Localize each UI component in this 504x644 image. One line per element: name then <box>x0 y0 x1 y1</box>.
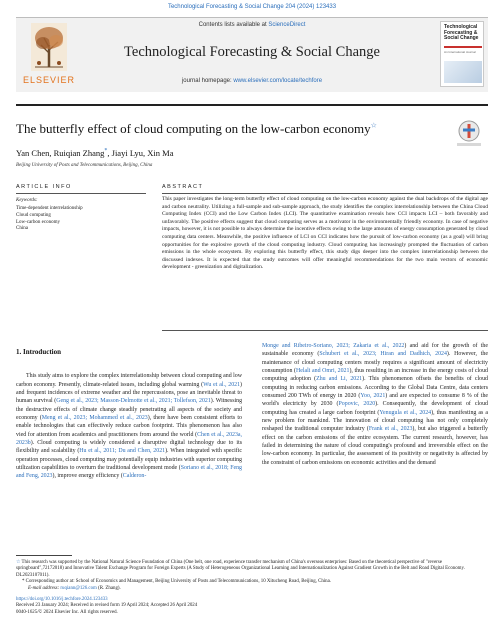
abstract-text: This paper investigates the long-term butterfly effect of cloud computing on the low-carbon economy against the dual backdrops of the digital age and carbon neutrality. Utilizing a full-sample and sub-sample approach, the study identifies the complex interrelationship between the China Cloud Computing Index (CCI) and the Low Carbon Index (LCI). The quantitative examination reveals how CCI impacts LCI – both favorably and unfavorably. The positive effects suggest that cloud computing serves as a motivator in the environmentally friendly economy. In case of negative impacts, however, it is not possible to always determine the incentive effects owing to the large amounts of energy consumption generated by cloud computing data centers. Meanwhile, the positive influence of LCI on CCI indicates how the pursuit of low-carbon economy (as a goal) will bring opportunities for the explosive growth of the cloud computing industry. Cloud computing has increasingly prompted the fluctuation of carbon emissions in the whole ecosystem. By exploring this butterfly effect, this study digs deeper into the complex interrelationship between the discussed indexes. It is expected that the study outcomes will offer meaningful recommendations for the two main vectors of economic development - greenization and digitalization. <box>162 196 488 271</box>
funding-footnote-mark: ☆ <box>16 560 21 565</box>
cover-band <box>444 46 482 48</box>
article-info-heading: ARTICLE INFO <box>16 184 146 194</box>
crossmark-icon[interactable] <box>454 118 484 148</box>
journal-reference[interactable]: Technological Forecasting & Social Change 204 (2024) 123433 <box>167 4 337 10</box>
intro-paragraph-right <box>262 342 488 467</box>
body-text: ). Consequently, the development of cloud computing has created a large carbon footprint ( <box>262 401 488 416</box>
intro-column-right <box>262 342 488 467</box>
body-text: ), but also triggered a butterfly effect on the carbon emissions of the entire ecosystem. The current research, however, has failed in determining the nature of cloud computing's profound and irreversible effect on the low-carbon economy. In particular, the assessment of its positivity or negativity is affected by the constraint of carbon emissions on economic activities and the demand <box>262 426 488 466</box>
corresponding-footnote-mark: * <box>22 579 25 585</box>
footnote-divider <box>16 555 72 556</box>
author-email-link[interactable]: ruqiann@126.com <box>60 585 97 591</box>
funding-footnote <box>16 560 488 579</box>
keyword-list <box>16 206 146 233</box>
citation-link[interactable]: Monge and Ribeiro-Soriano, 2023; Zakaria et al., 2022 <box>262 343 405 349</box>
journal-masthead <box>16 17 488 92</box>
funding-note-mark[interactable]: ☆ <box>370 121 377 130</box>
body-text: ), improve energy efficiency ( <box>52 473 123 480</box>
citation-link[interactable]: Calderon- <box>122 473 147 480</box>
body-text: This study aims to explore the complex interrelationship between cloud computing and low carbon economy. Presently, climate-related issues, including global warming ( <box>16 373 242 388</box>
keyword-item: Time-dependent interrelationship <box>16 206 83 211</box>
author-list <box>16 148 174 158</box>
corresponding-author-mark[interactable]: * <box>104 148 108 155</box>
citation-link[interactable]: Hu et al., 2011; Du and Chen, 2021 <box>79 448 166 455</box>
citation-link[interactable]: Zhu and Li, 2021 <box>316 376 363 383</box>
citation-link[interactable]: Soriano et al., 2018; Feng and Feng, 2023 <box>16 465 242 480</box>
body-text: ), there have been consistent efforts to enable technologies that can effectively reduce carbon footprint. This phenomenon has also vied for attention from academics and practitioners from around the world ( <box>16 415 242 438</box>
abstract-heading: ABSTRACT <box>162 184 488 194</box>
section-heading-introduction: 1. Introduction <box>16 348 61 356</box>
citation-link[interactable]: Yoo, 2021 <box>360 393 386 400</box>
body-text: ). When integrated with specific operation processes, cloud computing may potentially equip industries with superior computing utilization capabilities to overturn the traditional development mode ( <box>16 448 242 472</box>
body-text: ). Witnessing the destructive effects of climate change steadily penetrating all aspects of the society and economy ( <box>16 398 243 422</box>
issn-copyright: 0040-1625/© 2024 Elsevier Inc. All rights reserved. <box>16 609 118 615</box>
keyword-item: Cloud computing <box>16 212 51 218</box>
author-affiliation: Beijing University of Posts and Telecommunications, Beijing, China <box>16 163 153 168</box>
citation-link[interactable]: Frank et al., 2023 <box>368 426 413 433</box>
citation-link[interactable]: Chen et al., 2023a, 2023b <box>16 431 242 447</box>
authors-primary: Yan Chen, Ruiqian Zhang <box>16 148 105 158</box>
received-dates: Received 23 January 2024; Received in revised form 19 April 2024; Accepted 26 April 2024 <box>16 603 198 609</box>
cover-subtitle: An International Journal <box>444 50 476 54</box>
funding-footnote-text: This research was supported by the National Natural Science Foundation of China (One belt, one road, experience transfer mechanism of China's overseas enterprises: Based on the theoretical perspective of "reverse springboard",72172018) and Innovative Talent Exchange Program for Foreign Experts (A Study of Heterogeneous Organizational Learning and Internationalization Against Gradient Growth in the Belt and Road Digital Economy. DL2023107011). <box>16 560 465 578</box>
authors-rest: , Jiayi Lyu, Xin Ma <box>107 148 174 158</box>
body-text: ). However, the maintenance of cloud computing centers mostly requires a significant amount of electricity consumption ( <box>262 351 488 375</box>
body-text: ) and are expected to consume 8 % of the world's electricity by 2030 ( <box>262 393 489 408</box>
body-text: ), thus resulting in an increase in the energy costs of cloud computing adoption ( <box>262 368 488 383</box>
homepage-prefix: journal homepage: <box>181 78 234 84</box>
citation-link[interactable]: Meng et al., 2023; Mohammed et al., 2023 <box>41 415 148 422</box>
doi-link[interactable]: https://doi.org/10.1016/j.techfore.2024.123433 <box>16 597 108 603</box>
article-title <box>16 121 436 137</box>
abstract-divider <box>162 330 488 331</box>
body-text: ). Cloud computing is widely considered a disruptive digital technology due to its flexibility and scalability ( <box>16 440 242 455</box>
body-text: ) and aid for the growth of the sustainable economy ( <box>262 343 488 358</box>
journal-homepage-link[interactable]: www.elsevier.com/locate/techfore <box>233 78 323 84</box>
citation-link[interactable]: Geng et al., 2023; Masson-Delmotte et al., 2021; Tollefson, 2021 <box>56 398 211 405</box>
keywords-label: Keywords: <box>16 198 38 203</box>
sciencedirect-link[interactable]: ScienceDirect <box>268 22 306 28</box>
intro-column-left <box>16 348 242 481</box>
body-text: ), thus manifesting as a new problem for mankind. The innovation of cloud computing has not only completely reshaped the traditional computer industry ( <box>262 409 488 433</box>
journal-title[interactable]: Technological Forecasting & Social Change <box>124 44 380 60</box>
journal-homepage-line <box>16 78 488 84</box>
journal-cover-thumbnail[interactable] <box>440 21 484 87</box>
citation-link[interactable]: Helali and Omri, 2021 <box>296 368 350 375</box>
citation-link[interactable]: Popovic, 2020 <box>338 401 376 408</box>
contents-prefix: Contents lists available at <box>198 22 269 28</box>
keyword-item: China <box>16 226 28 232</box>
citation-link[interactable]: Yenugula et al., 2024 <box>379 409 432 416</box>
body-text: ). This phenomenon offsets the benefits of cloud computing in reducing carbon emissions. According to the Global Data Centre, data centers consumed 200 TWh of energy in 2020 ( <box>262 376 488 400</box>
intro-paragraph-left <box>16 372 242 480</box>
body-text: ) and frequent incidences of extreme weather and the repercussions, pose an inevitable threat to human survival ( <box>16 381 242 405</box>
elsevier-wordmark: ELSEVIER <box>22 75 76 85</box>
cover-artwork <box>444 61 482 83</box>
email-suffix: (R. Zhang). <box>96 585 121 591</box>
footnotes <box>16 560 488 616</box>
header-divider <box>16 104 488 106</box>
article-title-text: The butterfly effect of cloud computing on the low-carbon economy <box>16 121 371 136</box>
contents-line <box>16 22 488 28</box>
keyword-item: Low-carbon economy <box>16 219 61 225</box>
citation-link[interactable]: Schubert et al., 2023; Hiran and Dadhich, 2024 <box>319 351 447 358</box>
citation-link[interactable]: Wu et al., 2021 <box>203 381 241 388</box>
corresponding-footnote-text: Corresponding author at: School of Economics and Management, Beijing University of Posts and Telecommunications, 10 Xitucheng Road, Beijing, China. <box>24 579 331 585</box>
cover-title: Technological Forecasting & Social Change <box>444 24 479 41</box>
email-label: E-mail address: <box>28 585 61 591</box>
